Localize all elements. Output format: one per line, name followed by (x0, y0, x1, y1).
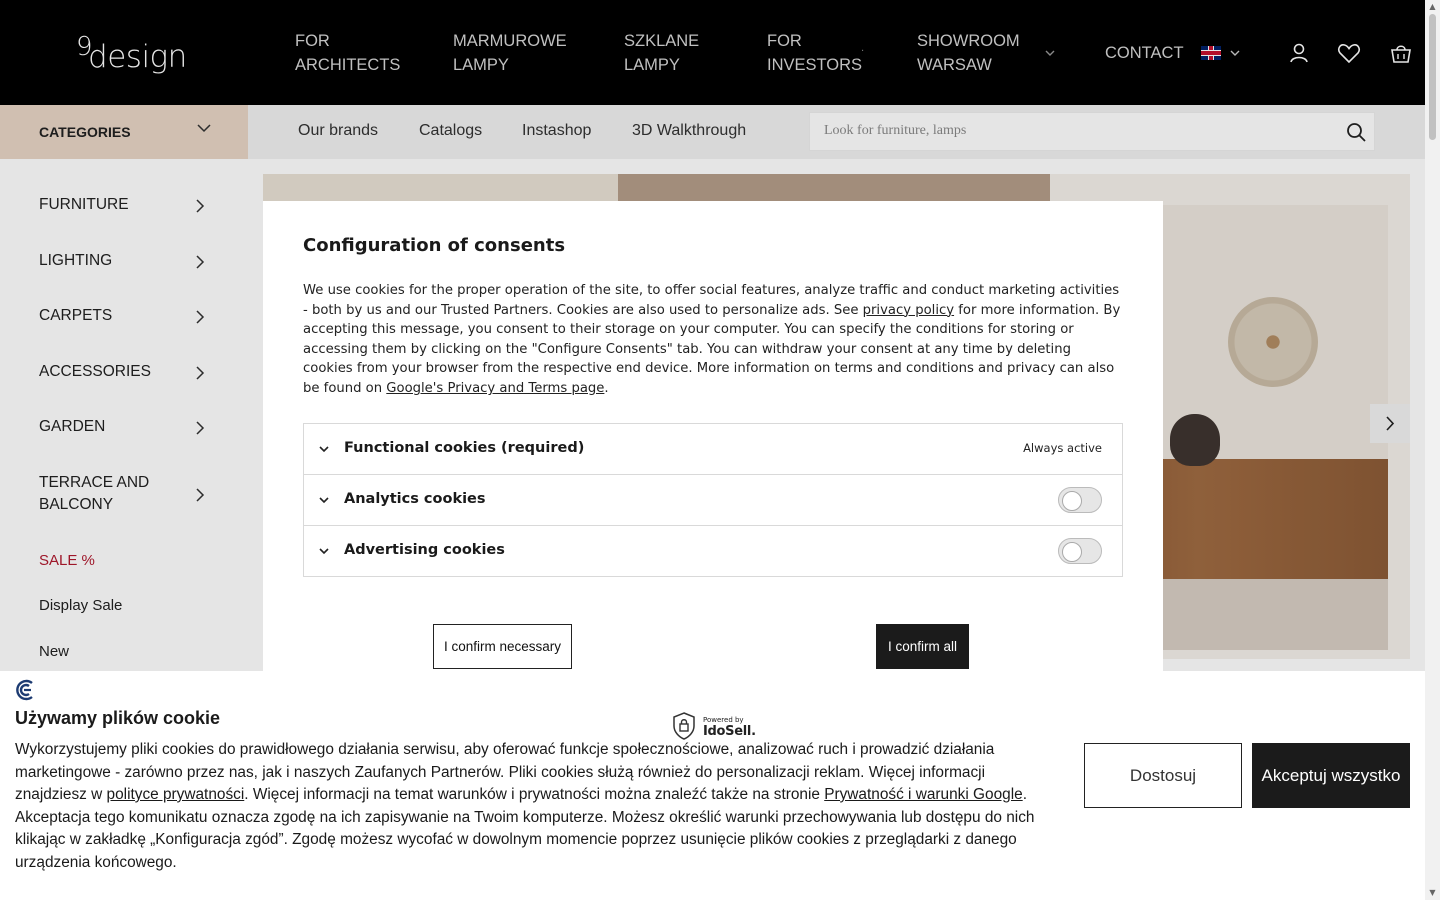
nav-for-investors[interactable]: FOR INVESTORS (767, 32, 863, 74)
categories-label: CATEGORIES (39, 124, 131, 140)
confirm-all-button[interactable]: I confirm all (876, 624, 969, 669)
scroll-thumb[interactable] (1429, 14, 1436, 140)
nav-contact[interactable]: CONTACT (1105, 44, 1184, 62)
customize-button[interactable]: Dostosuj (1084, 743, 1242, 808)
modal-text-part: . (604, 380, 609, 396)
always-active-label: Always active (1023, 441, 1102, 455)
idosell-brand: IdoSell. (703, 724, 756, 739)
chevron-down-icon (318, 545, 330, 557)
analytics-toggle[interactable] (1058, 487, 1102, 513)
cookie-bar-text (15, 739, 1055, 874)
scroll-up-arrow-icon[interactable]: ▲ (1429, 2, 1436, 11)
modal-text (303, 281, 1123, 399)
scroll-down-arrow-icon[interactable]: ▼ (1429, 888, 1436, 897)
cookie-text-part: Wykorzystujemy pliki cookies do prawidłowego działania serwisu, aby oferować funkcje społecznościowe, analizować ruch i prowadzić działania marketingowe - zarówno przez nas, jak i naszych Zaufanych Partnerów. Pliki cookies służą również do personalizacji reklam. Więcej informacji znajdziesz w (15, 741, 995, 803)
powered-by-text: Powered by (703, 716, 744, 724)
powered-by-badge (672, 712, 754, 742)
sidebar-item-display-sale[interactable]: Display Sale (39, 597, 123, 614)
privacy-policy-link[interactable]: privacy policy (862, 302, 955, 318)
link-instashop[interactable]: Instashop (522, 122, 592, 139)
sidebar-item-sale[interactable]: SALE % (39, 552, 95, 569)
google-privacy-link[interactable]: Prywatność i warunki Google (824, 786, 1023, 803)
lock-shield-icon (672, 712, 696, 740)
section-label: Analytics cookies (344, 491, 486, 507)
cookie-bar (0, 671, 1425, 900)
nav-szklane-lampy[interactable]: SZKLANE LAMPY (624, 32, 700, 74)
advertising-cookies-section[interactable] (303, 525, 1123, 577)
confirm-necessary-button[interactable]: I confirm necessary (433, 624, 572, 669)
section-label: Functional cookies (required) (344, 440, 585, 456)
cookie-text-part: . Więcej informacji na temat warunków i prywatności można znaleźć także na stronie (244, 786, 825, 803)
consent-modal (263, 201, 1163, 699)
sidebar-item-furniture[interactable]: FURNITURE (39, 196, 129, 213)
sidebar-item-lighting[interactable]: LIGHTING (39, 252, 113, 269)
chevron-down-icon (318, 443, 330, 455)
modal-text-part: We use cookies for the proper operation of the site, to offer social features, analyze traffic and conduct marketing activities - both by us and our Trusted Partners. Cookies are also used to personalize ads. See (303, 283, 1120, 318)
link-our-brands[interactable]: Our brands (298, 122, 379, 139)
chevron-down-icon (318, 494, 330, 506)
functional-cookies-section[interactable] (303, 423, 1123, 475)
modal-title: Configuration of consents (303, 235, 566, 256)
sidebar-item-carpets[interactable]: CARPETS (39, 307, 113, 324)
modal-text-part: for more information. By accepting this message, you consent to their storage on your computer. You can specify the conditions for storing or accessing them by clicking on the "Configure Consents" tab. You can withdraw your consent at any time by deleting cookies from your browser from the respective end device. More information on terms and conditions and privacy can also be found on (303, 302, 1121, 396)
analytics-cookies-section[interactable] (303, 474, 1123, 526)
link-3d-walkthrough[interactable]: 3D Walkthrough (632, 122, 747, 139)
cookie-consent-logo-icon (15, 679, 37, 701)
cookie-text-part: . Akceptacja tego komunikatu oznacza zgodę na ich zapisywanie na Twoim komputerze. Możesz określić warunki przechowywania lub dostępu do nich klikając w zakładkę „Konfiguracja zgód”. Zgodę możesz wycofać w dowolnym momencie poprzez usunięcie plików cookies z przeglądarki z danego urządzenia końcowego. (15, 786, 1035, 871)
page-scrollbar[interactable] (1425, 0, 1440, 900)
section-label: Advertising cookies (344, 542, 505, 558)
sidebar-item-new[interactable]: New (39, 643, 70, 660)
sidebar-item-terrace-and-balcony[interactable]: TERRACE AND BALCONY (39, 474, 150, 513)
chevron-down-icon: · (861, 46, 865, 57)
sidebar-item-garden[interactable]: GARDEN (39, 418, 106, 435)
nav-showroom-warsaw[interactable]: SHOWROOM WARSAW (917, 32, 1020, 74)
nav-for-architects[interactable]: FOR ARCHITECTS (295, 32, 401, 74)
link-catalogs[interactable]: Catalogs (419, 122, 483, 139)
cookie-bar-title: Używamy plików cookie (15, 708, 221, 728)
google-privacy-link[interactable]: Google's Privacy and Terms page (386, 380, 605, 396)
accept-all-button[interactable]: Akceptuj wszystko (1252, 743, 1410, 808)
site-logo[interactable]: $^9$design (76, 32, 187, 75)
nav-marmurowe-lampy[interactable]: MARMUROWE LAMPY (453, 32, 567, 74)
sidebar-item-accessories[interactable]: ACCESSORIES (39, 363, 151, 380)
advertising-toggle[interactable] (1058, 538, 1102, 564)
privacy-policy-link[interactable]: polityce prywatności (106, 786, 245, 803)
